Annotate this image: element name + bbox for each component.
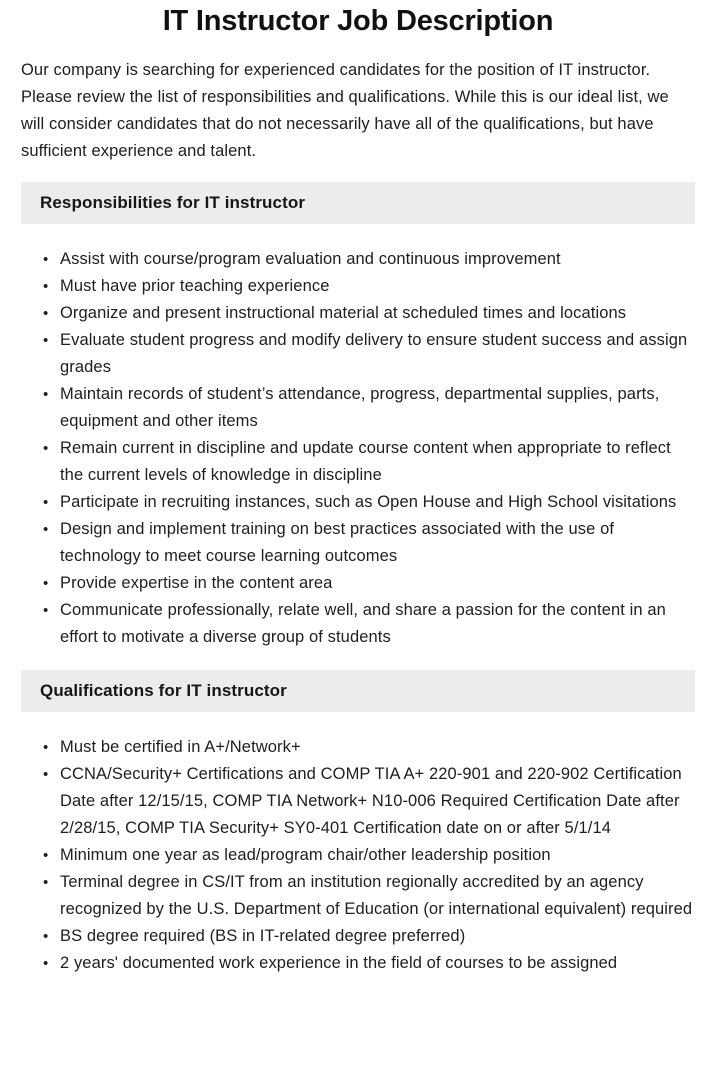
list-item: • BS degree required (BS in IT-related degree preferred) bbox=[21, 923, 695, 950]
list-item: • Remain current in discipline and update course content when appropriate to reflect the current levels of knowledge in discipline bbox=[21, 435, 695, 489]
list-item: • Provide expertise in the content area bbox=[21, 570, 695, 597]
list-item: • Must have prior teaching experience bbox=[21, 273, 695, 300]
page-title: IT Instructor Job Description bbox=[162, 5, 554, 37]
section-header-responsibilities bbox=[21, 182, 695, 224]
list-item: • Organize and present instructional material at scheduled times and locations bbox=[21, 300, 695, 327]
list-item: • 2 years' documented work experience in the field of courses to be assigned bbox=[21, 950, 695, 977]
intro-paragraph: Our company is searching for experienced candidates for the position of IT instructor. Please review the list of responsibilities and qualifications. While this is our ideal list, we will consider candidates that do not necessarily have all of the qualifications, but have sufficient experience and talent. bbox=[21, 61, 669, 160]
list-item: • Terminal degree in CS/IT from an institution regionally accredited by an agency recognized by the U.S. Department of Education (or international equivalent) required bbox=[21, 869, 695, 923]
document-page bbox=[0, 4, 720, 977]
section-heading-text: Qualifications for IT instructor bbox=[40, 681, 287, 700]
list-item: • Must be certified in A+/Network+ bbox=[21, 734, 695, 761]
section-header-qualifications bbox=[21, 670, 695, 712]
qualifications-list bbox=[21, 734, 695, 977]
responsibilities-list bbox=[21, 246, 695, 651]
list-item: • Assist with course/program evaluation and continuous improvement bbox=[21, 246, 695, 273]
list-item: • Maintain records of student’s attendance, progress, departmental supplies, parts, equipment and other items bbox=[21, 381, 695, 435]
list-item: • Design and implement training on best practices associated with the use of technology to meet course learning outcomes bbox=[21, 516, 695, 570]
list-item: • Communicate professionally, relate well, and share a passion for the content in an effort to motivate a diverse group of students bbox=[21, 597, 695, 651]
list-item: • Participate in recruiting instances, such as Open House and High School visitations bbox=[21, 489, 695, 516]
section-heading-text: Responsibilities for IT instructor bbox=[40, 193, 306, 212]
list-item: • Evaluate student progress and modify delivery to ensure student success and assign grades bbox=[21, 327, 695, 381]
list-item: • CCNA/Security+ Certifications and COMP TIA A+ 220-901 and 220-902 Certification Date after 12/15/15, COMP TIA Network+ N10-006 Required Certification Date after 2/28/15, COMP TIA Security+ SY0-401 Certification date on or after 5/1/14 bbox=[21, 761, 695, 842]
list-item: • Minimum one year as lead/program chair/other leadership position bbox=[21, 842, 695, 869]
